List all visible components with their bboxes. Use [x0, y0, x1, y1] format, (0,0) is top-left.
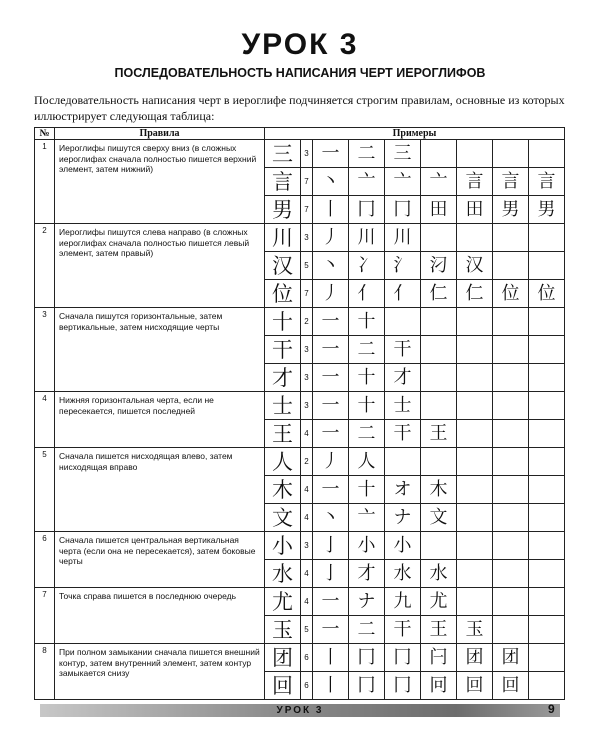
rule-text: Нижняя горизонтальная черта, если не пересекается, пишется последней — [55, 392, 265, 448]
stroke-step: 三 — [385, 140, 421, 168]
rule-text: Точка справа пишется в последнюю очередь — [55, 588, 265, 644]
empty-cell — [421, 364, 457, 392]
stroke-count: 4 — [301, 420, 313, 448]
example-character: 水 — [265, 560, 301, 588]
rule-number: 1 — [35, 140, 55, 224]
stroke-count: 3 — [301, 224, 313, 252]
example-character: 男 — [265, 196, 301, 224]
stroke-step: 十 — [349, 364, 385, 392]
stroke-step: 九 — [385, 588, 421, 616]
rule-number: 4 — [35, 392, 55, 448]
stroke-step: 玉 — [457, 616, 493, 644]
stroke-step: 丨 — [313, 644, 349, 672]
example-character: 木 — [265, 476, 301, 504]
example-character: 小 — [265, 532, 301, 560]
stroke-step: 一 — [313, 140, 349, 168]
empty-cell — [493, 532, 529, 560]
example-character: 团 — [265, 644, 301, 672]
stroke-step: 二 — [349, 140, 385, 168]
empty-cell — [493, 308, 529, 336]
empty-cell — [421, 308, 457, 336]
stroke-step: 二 — [349, 336, 385, 364]
stroke-step: 团 — [493, 644, 529, 672]
empty-cell — [421, 224, 457, 252]
stroke-step: 一 — [313, 308, 349, 336]
empty-cell — [457, 420, 493, 448]
stroke-step: 文 — [421, 504, 457, 532]
example-character: 回 — [265, 672, 301, 700]
stroke-count: 3 — [301, 336, 313, 364]
stroke-step: 仁 — [457, 280, 493, 308]
empty-cell — [529, 588, 565, 616]
empty-cell — [493, 364, 529, 392]
stroke-step: 川 — [349, 224, 385, 252]
stroke-step: ナ — [385, 504, 421, 532]
stroke-step: 亻 — [349, 280, 385, 308]
stroke-step: 冂 — [349, 672, 385, 700]
stroke-step: 干 — [385, 336, 421, 364]
empty-cell — [529, 224, 565, 252]
empty-cell — [457, 140, 493, 168]
stroke-count: 3 — [301, 392, 313, 420]
stroke-step: 位 — [493, 280, 529, 308]
empty-cell — [529, 448, 565, 476]
stroke-step: 冂 — [385, 644, 421, 672]
stroke-step: 十 — [349, 392, 385, 420]
empty-cell — [457, 336, 493, 364]
table-row — [35, 644, 565, 672]
stroke-step: 闩 — [421, 644, 457, 672]
table-row — [35, 532, 565, 560]
stroke-count: 5 — [301, 252, 313, 280]
empty-cell — [529, 504, 565, 532]
stroke-step: 回 — [493, 672, 529, 700]
empty-cell — [421, 448, 457, 476]
stroke-step: 亠 — [349, 168, 385, 196]
header-rules: Правила — [55, 128, 265, 140]
stroke-step: 男 — [493, 196, 529, 224]
stroke-step: 水 — [421, 560, 457, 588]
empty-cell — [457, 224, 493, 252]
empty-cell — [529, 336, 565, 364]
stroke-step: 亠 — [421, 168, 457, 196]
stroke-step: 冂 — [349, 644, 385, 672]
rule-number: 3 — [35, 308, 55, 392]
stroke-step: 二 — [349, 616, 385, 644]
stroke-count: 7 — [301, 196, 313, 224]
stroke-step: 士 — [385, 392, 421, 420]
stroke-order-table — [34, 127, 565, 700]
rule-number: 5 — [35, 448, 55, 532]
stroke-count: 6 — [301, 672, 313, 700]
stroke-step: 丶 — [313, 252, 349, 280]
example-character: 位 — [265, 280, 301, 308]
empty-cell — [493, 224, 529, 252]
stroke-step: 一 — [313, 364, 349, 392]
empty-cell — [385, 308, 421, 336]
stroke-step: 一 — [313, 588, 349, 616]
stroke-count: 3 — [301, 364, 313, 392]
rule-number: 8 — [35, 644, 55, 700]
table-row — [35, 308, 565, 336]
stroke-step: 一 — [313, 392, 349, 420]
stroke-step: 一 — [313, 476, 349, 504]
stroke-step: 丿 — [313, 280, 349, 308]
stroke-step: 男 — [529, 196, 565, 224]
empty-cell — [457, 588, 493, 616]
footer-bar: УРОК 3 — [40, 704, 560, 717]
empty-cell — [493, 560, 529, 588]
stroke-step: 言 — [493, 168, 529, 196]
lesson-title: УРОК 3 — [241, 28, 359, 61]
empty-cell — [529, 560, 565, 588]
stroke-step: 言 — [529, 168, 565, 196]
stroke-step: 十 — [349, 308, 385, 336]
empty-cell — [421, 392, 457, 420]
stroke-step: 川 — [385, 224, 421, 252]
stroke-step: 回 — [457, 672, 493, 700]
empty-cell — [529, 532, 565, 560]
stroke-count: 2 — [301, 308, 313, 336]
example-character: 文 — [265, 504, 301, 532]
table-row — [35, 392, 565, 420]
stroke-step: 丨 — [313, 672, 349, 700]
rule-text: Сначала пишется нисходящая влево, затем нисходящая вправо — [55, 448, 265, 532]
stroke-count: 7 — [301, 280, 313, 308]
stroke-step: 汈 — [421, 252, 457, 280]
empty-cell — [457, 504, 493, 532]
stroke-step: 亠 — [385, 168, 421, 196]
stroke-count: 6 — [301, 644, 313, 672]
stroke-count: 3 — [301, 532, 313, 560]
stroke-step: ナ — [349, 588, 385, 616]
stroke-step: 田 — [421, 196, 457, 224]
empty-cell — [421, 336, 457, 364]
empty-cell — [529, 252, 565, 280]
rule-text: При полном замыкании сначала пишется внешний контур, затем внутренний элемент, затем контур замыкается снизу — [55, 644, 265, 700]
example-character: 川 — [265, 224, 301, 252]
empty-cell — [493, 392, 529, 420]
stroke-step: 田 — [457, 196, 493, 224]
stroke-step: 一 — [313, 420, 349, 448]
stroke-step: 汉 — [457, 252, 493, 280]
stroke-count: 4 — [301, 476, 313, 504]
section-title: ПОСЛЕДОВАТЕЛЬНОСТЬ НАПИСАНИЯ ЧЕРТ ИЕРОГЛИФОВ — [114, 66, 486, 80]
table-row — [35, 140, 565, 168]
stroke-step: 木 — [421, 476, 457, 504]
empty-cell — [457, 532, 493, 560]
stroke-step: 才 — [385, 364, 421, 392]
empty-cell — [529, 616, 565, 644]
stroke-step: 丨 — [313, 196, 349, 224]
empty-cell — [457, 560, 493, 588]
empty-cell — [529, 420, 565, 448]
stroke-step: 团 — [457, 644, 493, 672]
stroke-step: 亅 — [313, 560, 349, 588]
stroke-step: 丶 — [313, 168, 349, 196]
rule-number: 2 — [35, 224, 55, 308]
stroke-step: 一 — [313, 616, 349, 644]
empty-cell — [493, 448, 529, 476]
empty-cell — [529, 308, 565, 336]
empty-cell — [529, 644, 565, 672]
empty-cell — [493, 476, 529, 504]
header-examples: Примеры — [265, 128, 565, 140]
stroke-count: 3 — [301, 140, 313, 168]
rule-number: 7 — [35, 588, 55, 644]
stroke-step: 亻 — [385, 280, 421, 308]
empty-cell — [529, 476, 565, 504]
example-character: 汉 — [265, 252, 301, 280]
empty-cell — [529, 140, 565, 168]
stroke-step: 冂 — [349, 196, 385, 224]
example-character: 十 — [265, 308, 301, 336]
empty-cell — [457, 364, 493, 392]
stroke-count: 4 — [301, 588, 313, 616]
rule-text: Иероглифы пишутся сверху вниз (в сложных иероглифах сначала полностью пишется верхний элемент, затем нижний) — [55, 140, 265, 224]
example-character: 才 — [265, 364, 301, 392]
empty-cell — [493, 588, 529, 616]
stroke-count: 4 — [301, 560, 313, 588]
stroke-step: 冋 — [421, 672, 457, 700]
rule-text: Иероглифы пишутся слева направо (в сложных иероглифах сначала полностью пишется левый элемент, затем правый) — [55, 224, 265, 308]
stroke-step: 干 — [385, 616, 421, 644]
stroke-count: 4 — [301, 504, 313, 532]
stroke-count: 5 — [301, 616, 313, 644]
intro-paragraph: Последовательность написания черт в иероглифе подчиняется строгим правилам, основные из которых иллюстрирует следующая таблица: — [34, 93, 565, 123]
empty-cell — [529, 672, 565, 700]
empty-cell — [421, 532, 457, 560]
empty-cell — [457, 476, 493, 504]
table-row — [35, 588, 565, 616]
stroke-step: オ — [385, 476, 421, 504]
stroke-step: 冂 — [385, 672, 421, 700]
example-character: 士 — [265, 392, 301, 420]
stroke-step: 干 — [385, 420, 421, 448]
example-character: 干 — [265, 336, 301, 364]
example-character: 玉 — [265, 616, 301, 644]
example-character: 人 — [265, 448, 301, 476]
empty-cell — [493, 504, 529, 532]
empty-cell — [493, 616, 529, 644]
page-number: 9 — [548, 702, 555, 716]
empty-cell — [385, 448, 421, 476]
stroke-step: 亠 — [349, 504, 385, 532]
table-header-row — [35, 128, 565, 140]
stroke-step: 位 — [529, 280, 565, 308]
stroke-count: 7 — [301, 168, 313, 196]
stroke-step: 小 — [349, 532, 385, 560]
empty-cell — [493, 420, 529, 448]
stroke-step: 冂 — [385, 196, 421, 224]
stroke-step: 仁 — [421, 280, 457, 308]
empty-cell — [457, 448, 493, 476]
example-character: 尤 — [265, 588, 301, 616]
stroke-step: 才 — [349, 560, 385, 588]
table-row — [35, 448, 565, 476]
stroke-step: 王 — [421, 420, 457, 448]
stroke-step: 王 — [421, 616, 457, 644]
rule-text: Сначала пишутся горизонтальные, затем вертикальные, затем нисходящие черты — [55, 308, 265, 392]
empty-cell — [493, 252, 529, 280]
empty-cell — [457, 392, 493, 420]
stroke-count: 2 — [301, 448, 313, 476]
empty-cell — [421, 140, 457, 168]
stroke-step: 氵 — [385, 252, 421, 280]
stroke-step: 尤 — [421, 588, 457, 616]
empty-cell — [493, 336, 529, 364]
stroke-step: 一 — [313, 336, 349, 364]
stroke-step: 十 — [349, 476, 385, 504]
rule-text: Сначала пишется центральная вертикальная черта (если она не пересекается), затем боковые черты — [55, 532, 265, 588]
empty-cell — [457, 308, 493, 336]
table-row — [35, 224, 565, 252]
stroke-step: 小 — [385, 532, 421, 560]
header-num: № — [35, 128, 55, 140]
example-character: 王 — [265, 420, 301, 448]
stroke-step: 水 — [385, 560, 421, 588]
stroke-step: 丿 — [313, 448, 349, 476]
example-character: 言 — [265, 168, 301, 196]
empty-cell — [529, 392, 565, 420]
stroke-step: 冫 — [349, 252, 385, 280]
empty-cell — [493, 140, 529, 168]
stroke-step: 二 — [349, 420, 385, 448]
stroke-step: 言 — [457, 168, 493, 196]
example-character: 三 — [265, 140, 301, 168]
stroke-step: 丿 — [313, 224, 349, 252]
stroke-step: 亅 — [313, 532, 349, 560]
stroke-step: 人 — [349, 448, 385, 476]
stroke-step: 丶 — [313, 504, 349, 532]
empty-cell — [529, 364, 565, 392]
rule-number: 6 — [35, 532, 55, 588]
